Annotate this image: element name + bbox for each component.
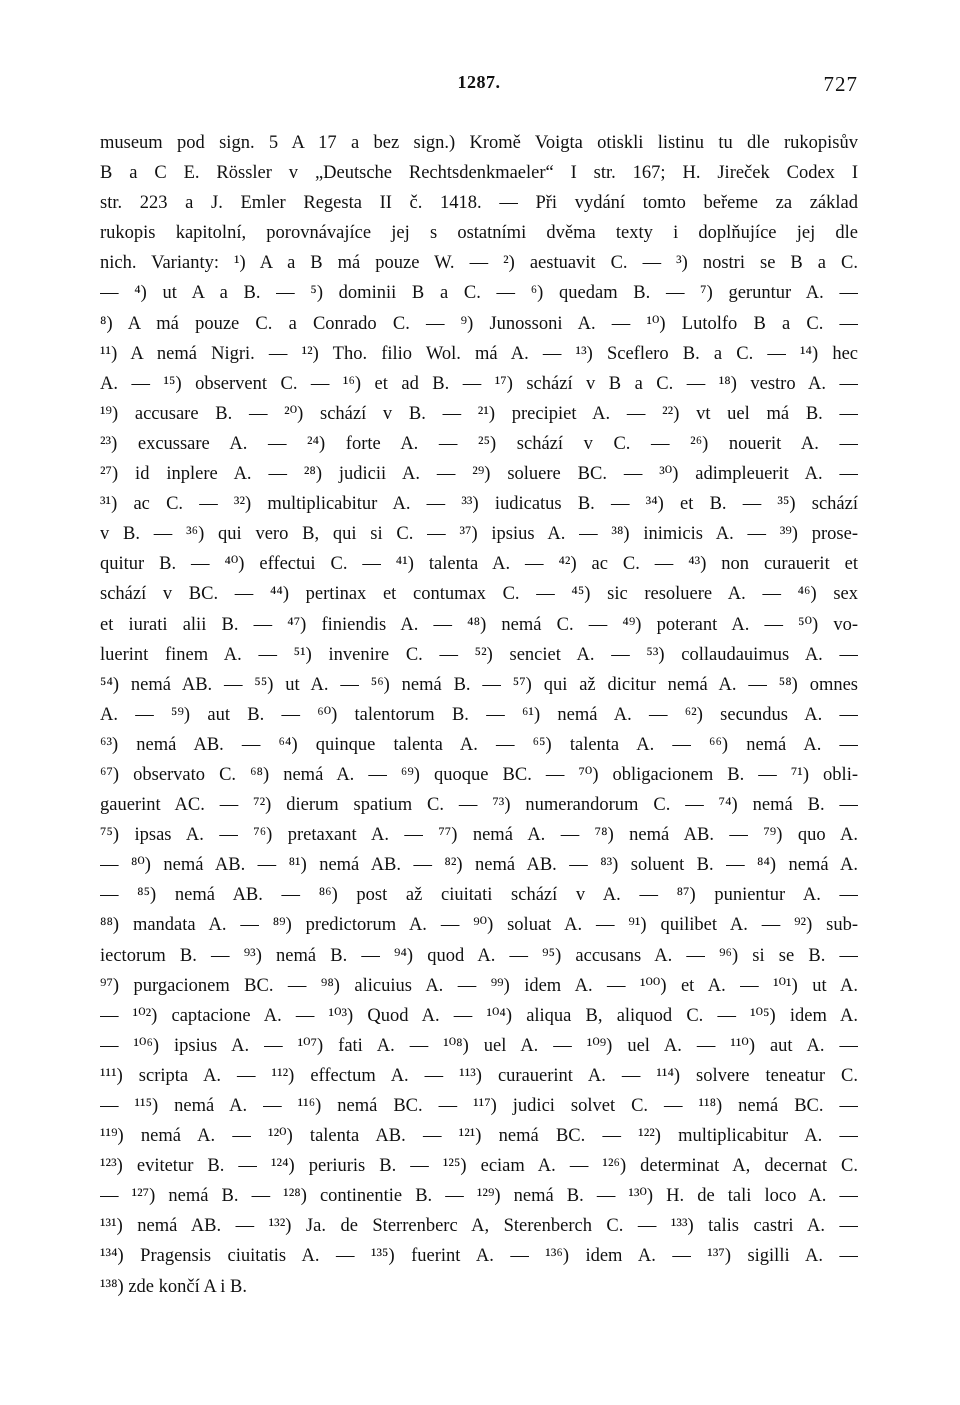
text-line: — ⁸⁰) nemá AB. — ⁸¹) nemá AB. — ⁸²) nemá AB. — ⁸³) soluent B. — ⁸⁴) nemá A.	[100, 855, 858, 876]
text-line: ¹⁹) accusare B. — ²⁰) schází v B. — ²¹) precipiet A. — ²²) vt uel má B. —	[100, 403, 858, 424]
text-line: ¹¹⁹) nemá A. — ¹²⁰) talenta AB. — ¹²¹) nemá BC. — ¹²²) multiplicabitur A. —	[100, 1126, 858, 1147]
text-line: ⁶³) nemá AB. — ⁶⁴) quinque talenta A. — ⁶⁵) talenta A. — ⁶⁶) nemá A. —	[100, 734, 858, 755]
text-line: ¹³¹) nemá AB. — ¹³²) Ja. de Sterrenberc A, Sterenberch C. — ¹³³) talis castri A. —	[100, 1216, 858, 1237]
text-line: gauerint AC. — ⁷²) dierum spatium C. — ⁷³) numerandorum C. — ⁷⁴) nemá B. —	[100, 795, 858, 816]
page-number: 727	[823, 72, 858, 96]
text-line: ²³) excussare A. — ²⁴) forte A. — ²⁵) schází v C. — ²⁶) nouerit A. —	[100, 433, 858, 454]
text-line: iectorum B. — ⁹³) nemá B. — ⁹⁴) quod A. — ⁹⁵) accusans A. — ⁹⁶) si se B. —	[100, 945, 858, 966]
text-line: quitur B. — ⁴⁰) effectui C. — ⁴¹) talenta A. — ⁴²) ac C. — ⁴³) non curauerit et	[100, 554, 858, 575]
text-line: A. — ⁵⁹) aut B. — ⁶⁰) talentorum B. — ⁶¹) nemá A. — ⁶²) secundus A. —	[100, 704, 858, 725]
text-line: str. 223 a J. Emler Regesta II č. 1418. — Při vydání tomto beřeme za základ	[100, 193, 858, 214]
text-line: B a C E. Rössler v „Deutsche Rechtsdenkmaeler“ I str. 167; H. Jireček Codex I	[100, 163, 858, 184]
text-line: ¹³⁴) Pragensis ciuitatis A. — ¹³⁵) fuerint A. — ¹³⁶) idem A. — ¹³⁷) sigilli A. —	[100, 1246, 858, 1267]
text-line: — ⁴) ut A a B. — ⁵) dominii B a C. — ⁶) quedam B. — ⁷) geruntur A. —	[100, 283, 858, 304]
text-line: et iurati alii B. — ⁴⁷) finiendis A. — ⁴⁸) nemá C. — ⁴⁹) poterant A. — ⁵⁰) vo-	[100, 614, 858, 635]
text-line: ⁹⁷) purgacionem BC. — ⁹⁸) alicuius A. — ⁹⁹) idem A. — ¹⁰⁰) et A. — ¹⁰¹) ut A.	[100, 975, 858, 996]
text-line: v B. — ³⁶) qui vero B, qui si C. — ³⁷) ipsius A. — ³⁸) inimicis A. — ³⁹) prose-	[100, 524, 858, 545]
page-year-heading: 1287.	[457, 72, 501, 92]
text-line: — ¹²⁷) nemá B. — ¹²⁸) continentie B. — ¹²⁹) nemá B. — ¹³⁰) H. de tali loco A. —	[100, 1186, 858, 1207]
text-line: ¹²³) evitetur B. — ¹²⁴) periuris B. — ¹²⁵) eciam A. — ¹²⁶) determinat A, decernat C.	[100, 1156, 858, 1177]
text-line: — ¹¹⁵) nemá A. — ¹¹⁶) nemá BC. — ¹¹⁷) judici solvet C. — ¹¹⁸) nemá BC. —	[100, 1096, 858, 1116]
text-line: luerint finem A. — ⁵¹) invenire C. — ⁵²) senciet A. — ⁵³) collaudauimus A. —	[100, 644, 858, 665]
text-line: — ⁸⁵) nemá AB. — ⁸⁶) post až ciuitati schází v A. — ⁸⁷) punientur A. —	[100, 885, 858, 906]
text-line: ³¹) ac C. — ³²) multiplicabitur A. — ³³) iudicatus B. — ³⁴) et B. — ³⁵) schází	[100, 494, 858, 515]
text-line: schází v BC. — ⁴⁴) pertinax et contumax C. — ⁴⁵) sic resoluere A. — ⁴⁶) sex	[100, 584, 858, 605]
text-line: — ¹⁰⁶) ipsius A. — ¹⁰⁷) fati A. — ¹⁰⁸) uel A. — ¹⁰⁹) uel A. — ¹¹⁰) aut A. —	[100, 1035, 858, 1056]
text-line: ⁶⁷) observato C. ⁶⁸) nemá A. — ⁶⁹) quoque BC. — ⁷⁰) obligacionem B. — ⁷¹) obli-	[100, 764, 858, 785]
text-line: ¹¹¹) scripta A. — ¹¹²) effectum A. — ¹¹³) curauerint A. — ¹¹⁴) solvere teneatur C.	[100, 1065, 858, 1086]
text-line: ⁸) A má pouze C. a Conrado C. — ⁹) Junossoni A. — ¹⁰) Lutolfo B a C. —	[100, 313, 858, 334]
text-line: ⁸⁸) mandata A. — ⁸⁹) predictorum A. — ⁹⁰) soluat A. — ⁹¹) quilibet A. — ⁹²) sub-	[100, 915, 858, 936]
text-line: museum pod sign. 5 A 17 a bez sign.) Kromě Voigta otiskli listinu tu dle rukopisův	[100, 133, 858, 153]
text-line: ¹¹) A nemá Nigri. — ¹²) Tho. filio Wol. má A. — ¹³) Sceflero B. a C. — ¹⁴) hec	[100, 343, 858, 364]
text-line: — ¹⁰²) captacione A. — ¹⁰³) Quod A. — ¹⁰⁴) aliqua B, aliquod C. — ¹⁰⁵) idem A.	[100, 1005, 858, 1026]
text-line: ⁷⁵) ipsas A. — ⁷⁶) pretaxant A. — ⁷⁷) nemá A. — ⁷⁸) nemá AB. — ⁷⁹) quo A.	[100, 825, 858, 846]
text-line: A. — ¹⁵) observent C. — ¹⁶) et ad B. — ¹⁷) schází v B a C. — ¹⁸) vestro A. —	[100, 373, 858, 394]
text-line: nich. Varianty: ¹) A a B má pouze W. — ²) aestuavit C. — ³) nostri se B a C.	[100, 253, 858, 274]
text-line: ⁵⁴) nemá AB. — ⁵⁵) ut A. — ⁵⁶) nemá B. — ⁵⁷) qui až dicitur nemá A. — ⁵⁸) omnes	[100, 674, 858, 695]
text-line: ¹³⁸) zde končí A i B.	[100, 1276, 248, 1297]
footnote-variants-text	[100, 128, 858, 1302]
page-header	[100, 72, 858, 102]
text-line: ²⁷) id inplere A. — ²⁸) judicii A. — ²⁹) soluere BC. — ³⁰) adimpleuerit A. —	[100, 464, 858, 485]
text-line: rukopis kapitolní, porovnávajíce jej s ostatními dvěma texty i doplňujíce jej dle	[100, 223, 858, 244]
